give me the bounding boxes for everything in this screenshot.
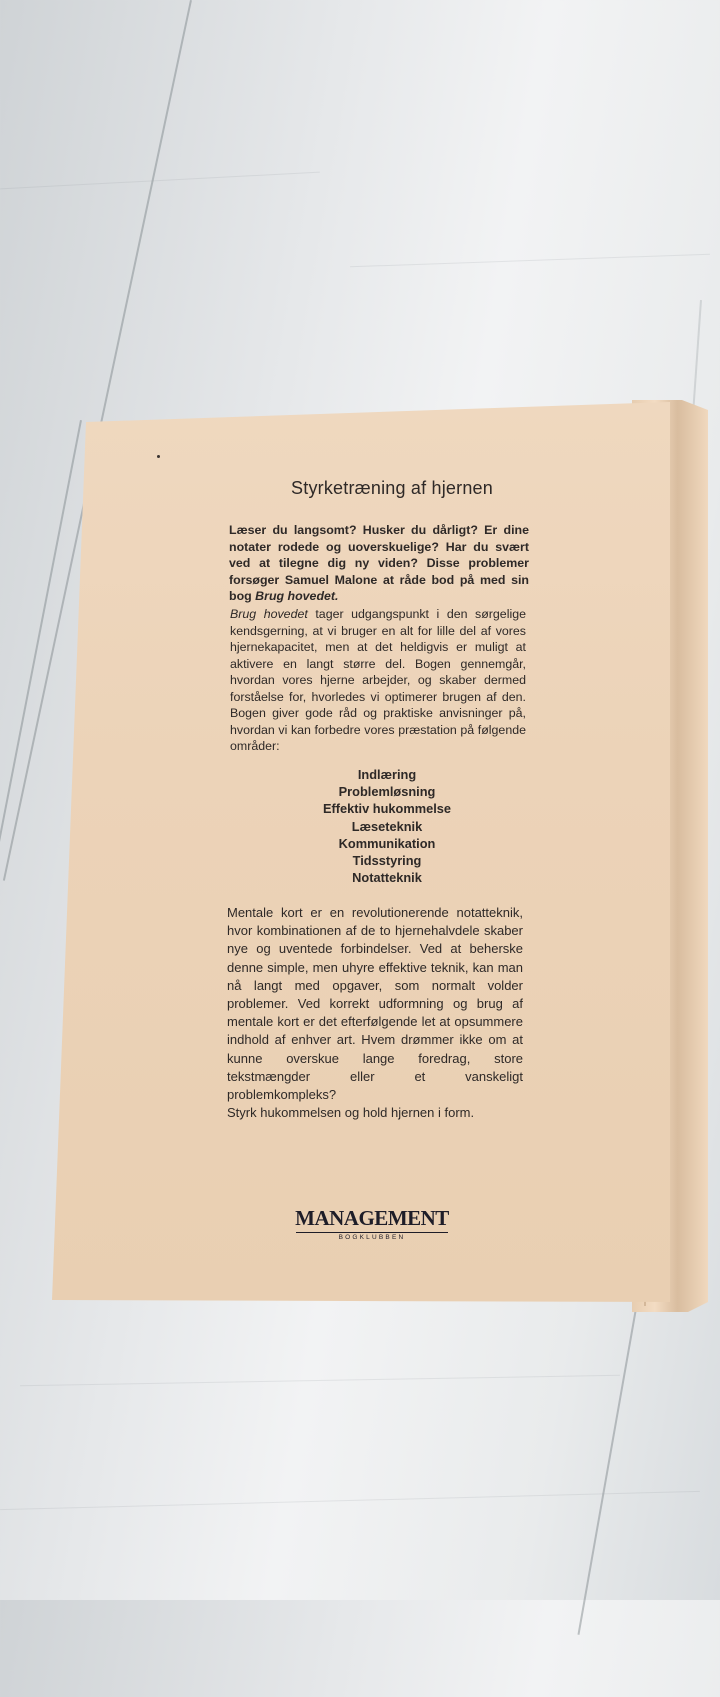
topic-item: Læseteknik — [351, 818, 423, 834]
wood-grain — [0, 1491, 700, 1510]
intro-text: Læser du langsomt? Husker du dårligt? Er dine notater rodede og uoverskuelige? Har du svært ved at tilegne dig ny viden? Disse problemer forsøger Samuel Malone at råde bod på med sin bog — [229, 523, 529, 603]
description-text: tager udgangspunkt i den sørgelige kendsgerning, at vi bruger en alt for lille del af vores hjernekapacitet, men at det heldigvis er muligt at aktivere en langt større del. Bogen gennemgår, hvordan vores hjerne arbejder, og skaber dermed forståelse for, hvorledes vi optimerer brugen af den. Bogen giver gode råd og praktiske anvisninger på, hvordan vi kan forbedre vores præstation på følgende områder: — [230, 607, 526, 753]
wood-grain — [350, 254, 710, 268]
publisher-logo-name: MANAGEMENT — [295, 1206, 449, 1230]
wood-grain — [0, 172, 320, 190]
mindmap-paragraph — [227, 904, 523, 1122]
intro-paragraph — [229, 522, 529, 605]
description-paragraph — [230, 606, 526, 755]
topic-item: Effektiv hukommelse — [322, 801, 451, 817]
topic-item: Indlæring — [357, 767, 417, 782]
book-back-cover — [52, 402, 708, 1312]
mindmap-text: Mentale kort er en revolutionerende notatteknik, hvor kombinationen af de to hjernehalvdele skaber nye og uventede forbindelser. Ved at beherske denne simple, men uhyre effektive teknik, kan man nå langt med opgaver, som normalt volder problemer. Ved korrekt udformning og brug af mentale kort er det efterfølgende let at opsummere indhold af enhver art. Hvem drømmer ikke om at kunne overskue lange foredrag, store tekstmængder eller et vanskeligt problemkompleks? — [227, 905, 523, 1103]
topic-list — [312, 766, 462, 886]
floorboard-seam — [577, 1280, 641, 1635]
topic-item: Problemløsning — [338, 784, 436, 800]
cover-speck — [157, 455, 160, 458]
closing-line: Styrk hukommelsen og hold hjernen i form. — [227, 1105, 475, 1121]
publisher-logo-rule — [296, 1232, 448, 1233]
topic-item: Tidsstyring — [352, 853, 422, 869]
publisher-logo-subtitle: BOGKLUBBEN — [338, 1234, 406, 1241]
wood-grain — [20, 1375, 620, 1386]
topic-item: Kommunikation — [338, 835, 436, 851]
topic-item: Notatteknik — [352, 870, 422, 886]
publisher-logo — [292, 1206, 452, 1241]
cover-title: Styrketræning af hjernen — [291, 478, 493, 498]
description-book-title: Brug hovedet — [230, 607, 308, 621]
intro-book-title: Brug hovedet. — [255, 589, 339, 603]
